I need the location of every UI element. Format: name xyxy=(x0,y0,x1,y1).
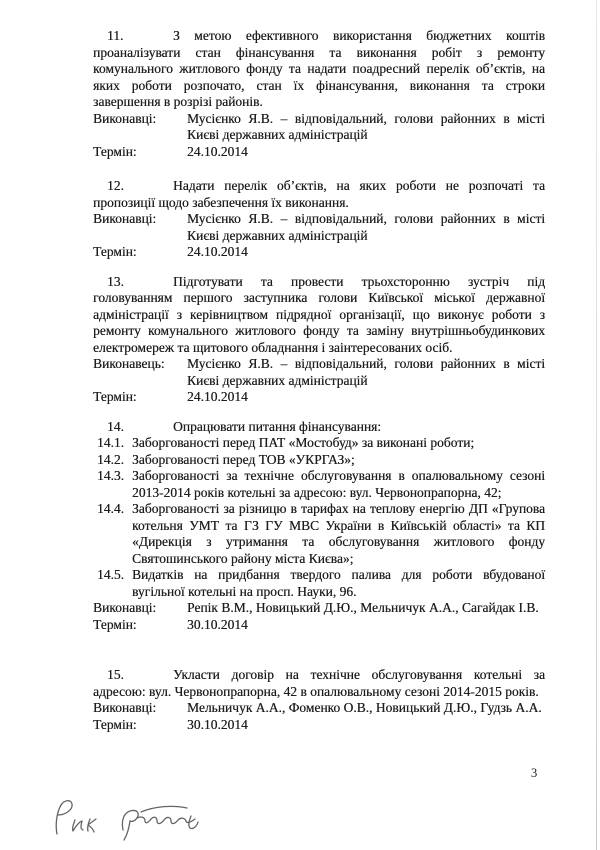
executors-label: Виконавці: xyxy=(93,211,157,226)
item-number: 15. xyxy=(107,667,124,682)
item-12-paragraph xyxy=(93,178,545,211)
term-row xyxy=(93,389,545,406)
executors-label: Виконавець: xyxy=(93,356,165,371)
page-number: 3 xyxy=(531,766,538,780)
subitem-text: Заборгованості перед ТОВ «УКРГАЗ»; xyxy=(132,451,355,467)
handwritten-note xyxy=(45,790,220,848)
term-label: Термін: xyxy=(93,244,137,259)
term-row xyxy=(93,144,545,161)
item-text: Надати перелік об’єктів, на яких роботи не розпочаті та пропозиції щодо забезпечення їх виконання. xyxy=(93,178,545,210)
subitem-number: 14.2. xyxy=(97,451,124,467)
item-text: Укласти договір на технічне обслуговування котельні за адресою: вул. Червонопрапорна, 42 в опалювальному сезоні 2014-2015 років. xyxy=(93,667,545,699)
executors-label: Виконавці: xyxy=(93,110,157,126)
item-number: 11. xyxy=(107,28,124,43)
scan-edge-artifact xyxy=(596,0,598,850)
term-label: Термін: xyxy=(93,143,137,159)
executors-value: Мусієнко Я.В. – відповідальний, голови районних в місті Києві державних адміністрацій xyxy=(187,211,545,243)
executors-row xyxy=(93,356,545,389)
item-text: Підготувати та провести трьохсторонню зустріч під головуванням першого заступника голови Київської міської державної адміністрації з керівництвом підрядної організації, що виконує роботи з ремонту комунального житлового фонду та заміну внутрішньобудинкових електромереж та щитового обладнання і заінтересованих осіб. xyxy=(93,273,545,355)
executors-value: Мусієнко Я.В. – відповідальний, голови районних в місті Києві державних адміністрацій xyxy=(187,356,545,388)
item-13-paragraph xyxy=(93,274,545,357)
subitem-14-3 xyxy=(93,468,545,501)
subitem-14-4 xyxy=(93,501,545,567)
term-row xyxy=(93,717,545,734)
executors-value: Мельничук А.А., Фоменко О.В., Новицький Д.Ю., Гудзь А.А. xyxy=(187,700,542,715)
item-15 xyxy=(93,667,545,733)
item-number: 14. xyxy=(107,418,124,434)
term-value: 30.10.2014 xyxy=(187,616,248,632)
item-text: З метою ефективного використання бюджетних коштів проаналізувати стан фінансування та виконання робіт з ремонту комунального житлового фонду та надати поадресний перелік об’єктів, на яких роботи розпочато, стан їх фінансування, виконання та строки завершення в розрізі районів. xyxy=(93,28,545,109)
subitem-text: Видатків на придбання твердого палива для роботи вбудованої вугільної котельні на просп. Науки, 96. xyxy=(132,567,545,599)
executors-row xyxy=(93,211,545,244)
executors-row xyxy=(93,600,545,617)
subitem-number: 14.5. xyxy=(97,567,124,582)
executors-label: Виконавці: xyxy=(93,600,157,615)
term-label: Термін: xyxy=(93,716,137,732)
document-body xyxy=(93,28,545,733)
item-number: 12. xyxy=(107,178,124,193)
item-11-paragraph xyxy=(93,28,545,111)
term-value: 24.10.2014 xyxy=(187,143,248,159)
subitem-number: 14.3. xyxy=(97,468,124,483)
item-number: 13. xyxy=(107,273,124,289)
term-label: Термін: xyxy=(93,616,137,632)
subitem-14-2 xyxy=(93,452,545,469)
term-label: Термін: xyxy=(93,389,137,404)
item-11 xyxy=(93,28,545,160)
subitem-number: 14.4. xyxy=(97,501,124,516)
term-value: 24.10.2014 xyxy=(187,244,248,259)
item-12 xyxy=(93,178,545,261)
term-row xyxy=(93,244,545,261)
item-14-paragraph xyxy=(93,419,545,436)
executors-row xyxy=(93,111,545,144)
executors-row xyxy=(93,700,545,717)
item-15-paragraph xyxy=(93,667,545,700)
executors-label: Виконавці: xyxy=(93,700,157,715)
executors-value: Мусієнко Я.В. – відповідальний, голови районних в місті Києві державних адміністрацій xyxy=(187,110,545,142)
item-13 xyxy=(93,274,545,406)
subitem-14-1 xyxy=(93,435,545,452)
subitem-text: Заборгованості перед ПАТ «Мостобуд» за виконані роботи; xyxy=(132,435,475,450)
item-text: Опрацювати питання фінансування: xyxy=(173,418,382,434)
term-row xyxy=(93,617,545,634)
term-value: 30.10.2014 xyxy=(187,716,248,732)
subitem-text: Заборгованості за різницю в тарифах на теплову енергію ДП «Групова котельня УМТ та ГЗ ГУ МВС України в Київській області» та КП «Дирекція з утримання та обслуговування житлового фонду Святошинського району міста Києва»; xyxy=(132,501,545,566)
subitem-number: 14.1. xyxy=(97,435,124,450)
item-14 xyxy=(93,419,545,634)
subitem-text: Заборгованості за технічне обслуговування в опалювальному сезоні 2013-2014 років котельні за адресою: вул. Червонопрапорна, 42; xyxy=(132,468,545,500)
subitem-14-5 xyxy=(93,567,545,600)
executors-value: Репік В.М., Новицький Д.Ю., Мельничук А.А., Сагайдак І.В. xyxy=(187,600,539,615)
term-value: 24.10.2014 xyxy=(187,389,248,404)
